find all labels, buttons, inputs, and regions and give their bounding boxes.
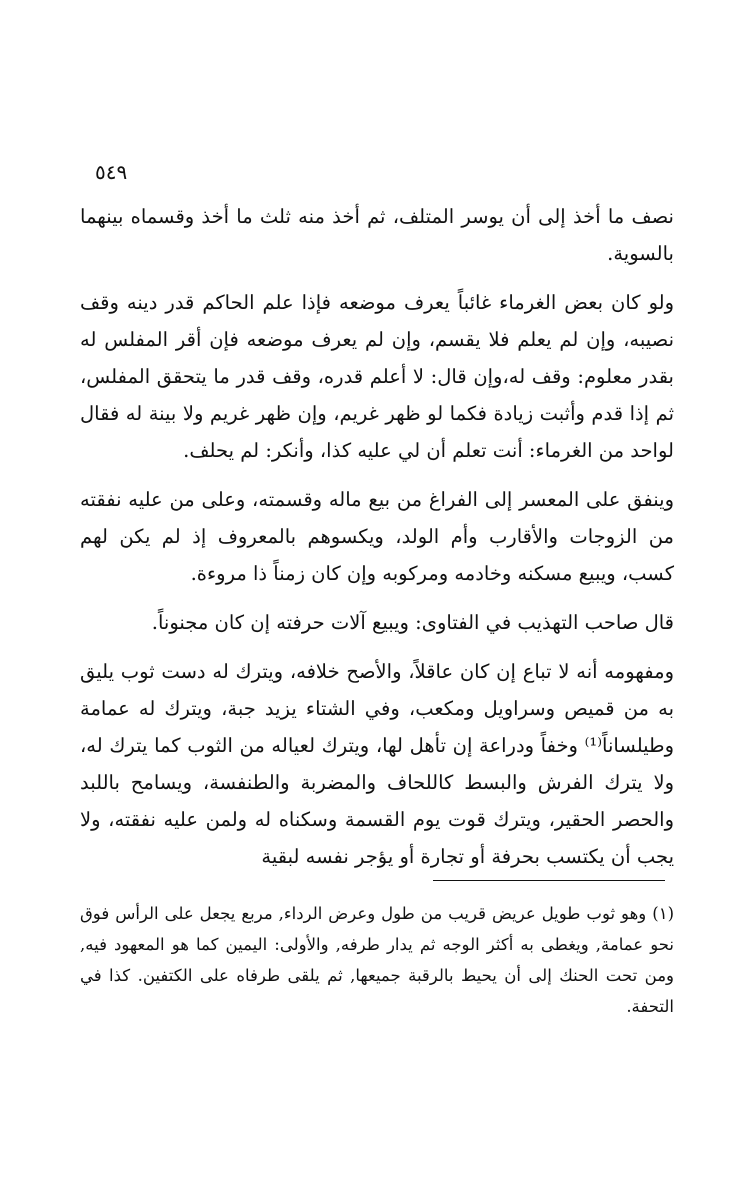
page-number: ٥٤٩ <box>95 160 128 184</box>
paragraph: ولو كان بعض الغرماء غائباً يعرف موضعه فإذا علم الحاكم قدر دينه وقف نصيبه، وإن لم يعلم فلا يقسم، وإن لم يعرف موضعه فإن أقر المفلس له بقدر معلوم: وقف له،وإن قال: لا أعلم قدره، وقف قدر ما يتحقق المفلس، ثم إذا قدم وأثبت زيادة فكما لو ظهر غريم، وإن ظهر غريم ولا بينة له فقال لواحد من الغرماء: أنت تعلم أن لي عليه كذا، وأنكر: لم يحلف. <box>80 291 674 462</box>
footnote-divider <box>433 880 665 881</box>
paragraph: قال صاحب التهذيب في الفتاوى: ويبيع آلات حرفته إن كان مجنوناً. <box>151 611 674 634</box>
paragraph: ومفهومه أنه لا تباع إن كان عاقلاً، والأصح خلافه، ويترك له دست ثوب يليق به من قميص وسراويل ومكعب، وفي الشتاء يزيد جبة، ويترك له عمامة وطيلساناً⁽¹⁾ وخفاً ودراعة إن تأهل لها، ويترك لعياله من الثوب كما يترك له، ولا يترك الفرش والبسط كاللحاف والمضربة والطنفسة، ويسامح باللبد والحصر الحقير، ويترك قوت يوم القسمة وسكناه له ولمن عليه نفقته، ولا يجب أن يكتسب بحرفة أو تجارة أو يؤجر نفسه لبقية <box>80 660 674 868</box>
main-text <box>80 198 674 887</box>
footnote: (١) وهو ثوب طويل عريض قريب من طول وعرض الرداء, مربع يجعل على الرأس فوق نحو عمامة, ويغطى به أكثر الوجه ثم يدار طرفه, والأولى: اليمين كما هو المعهود فيه, ومن تحت الحنك إلى أن يحيط بالرقبة جميعها, ثم يلقى طرفاه على الكتفين. كذا في التحفة. <box>80 904 674 1016</box>
footnotes <box>80 898 674 1022</box>
paragraph: نصف ما أخذ إلى أن يوسر المتلف، ثم أخذ منه ثلث ما أخذ وقسماه بينهما بالسوية. <box>80 205 674 265</box>
paragraph: وينفق على المعسر إلى الفراغ من بيع ماله وقسمته، وعلى من عليه نفقته من الزوجات والأقارب وأم الولد، ويكسوهم بالمعروف إذ لم يكن لهم كسب، ويبيع مسكنه وخادمه ومركوبه وإن كان زمناً ذا مروءة. <box>80 488 674 585</box>
